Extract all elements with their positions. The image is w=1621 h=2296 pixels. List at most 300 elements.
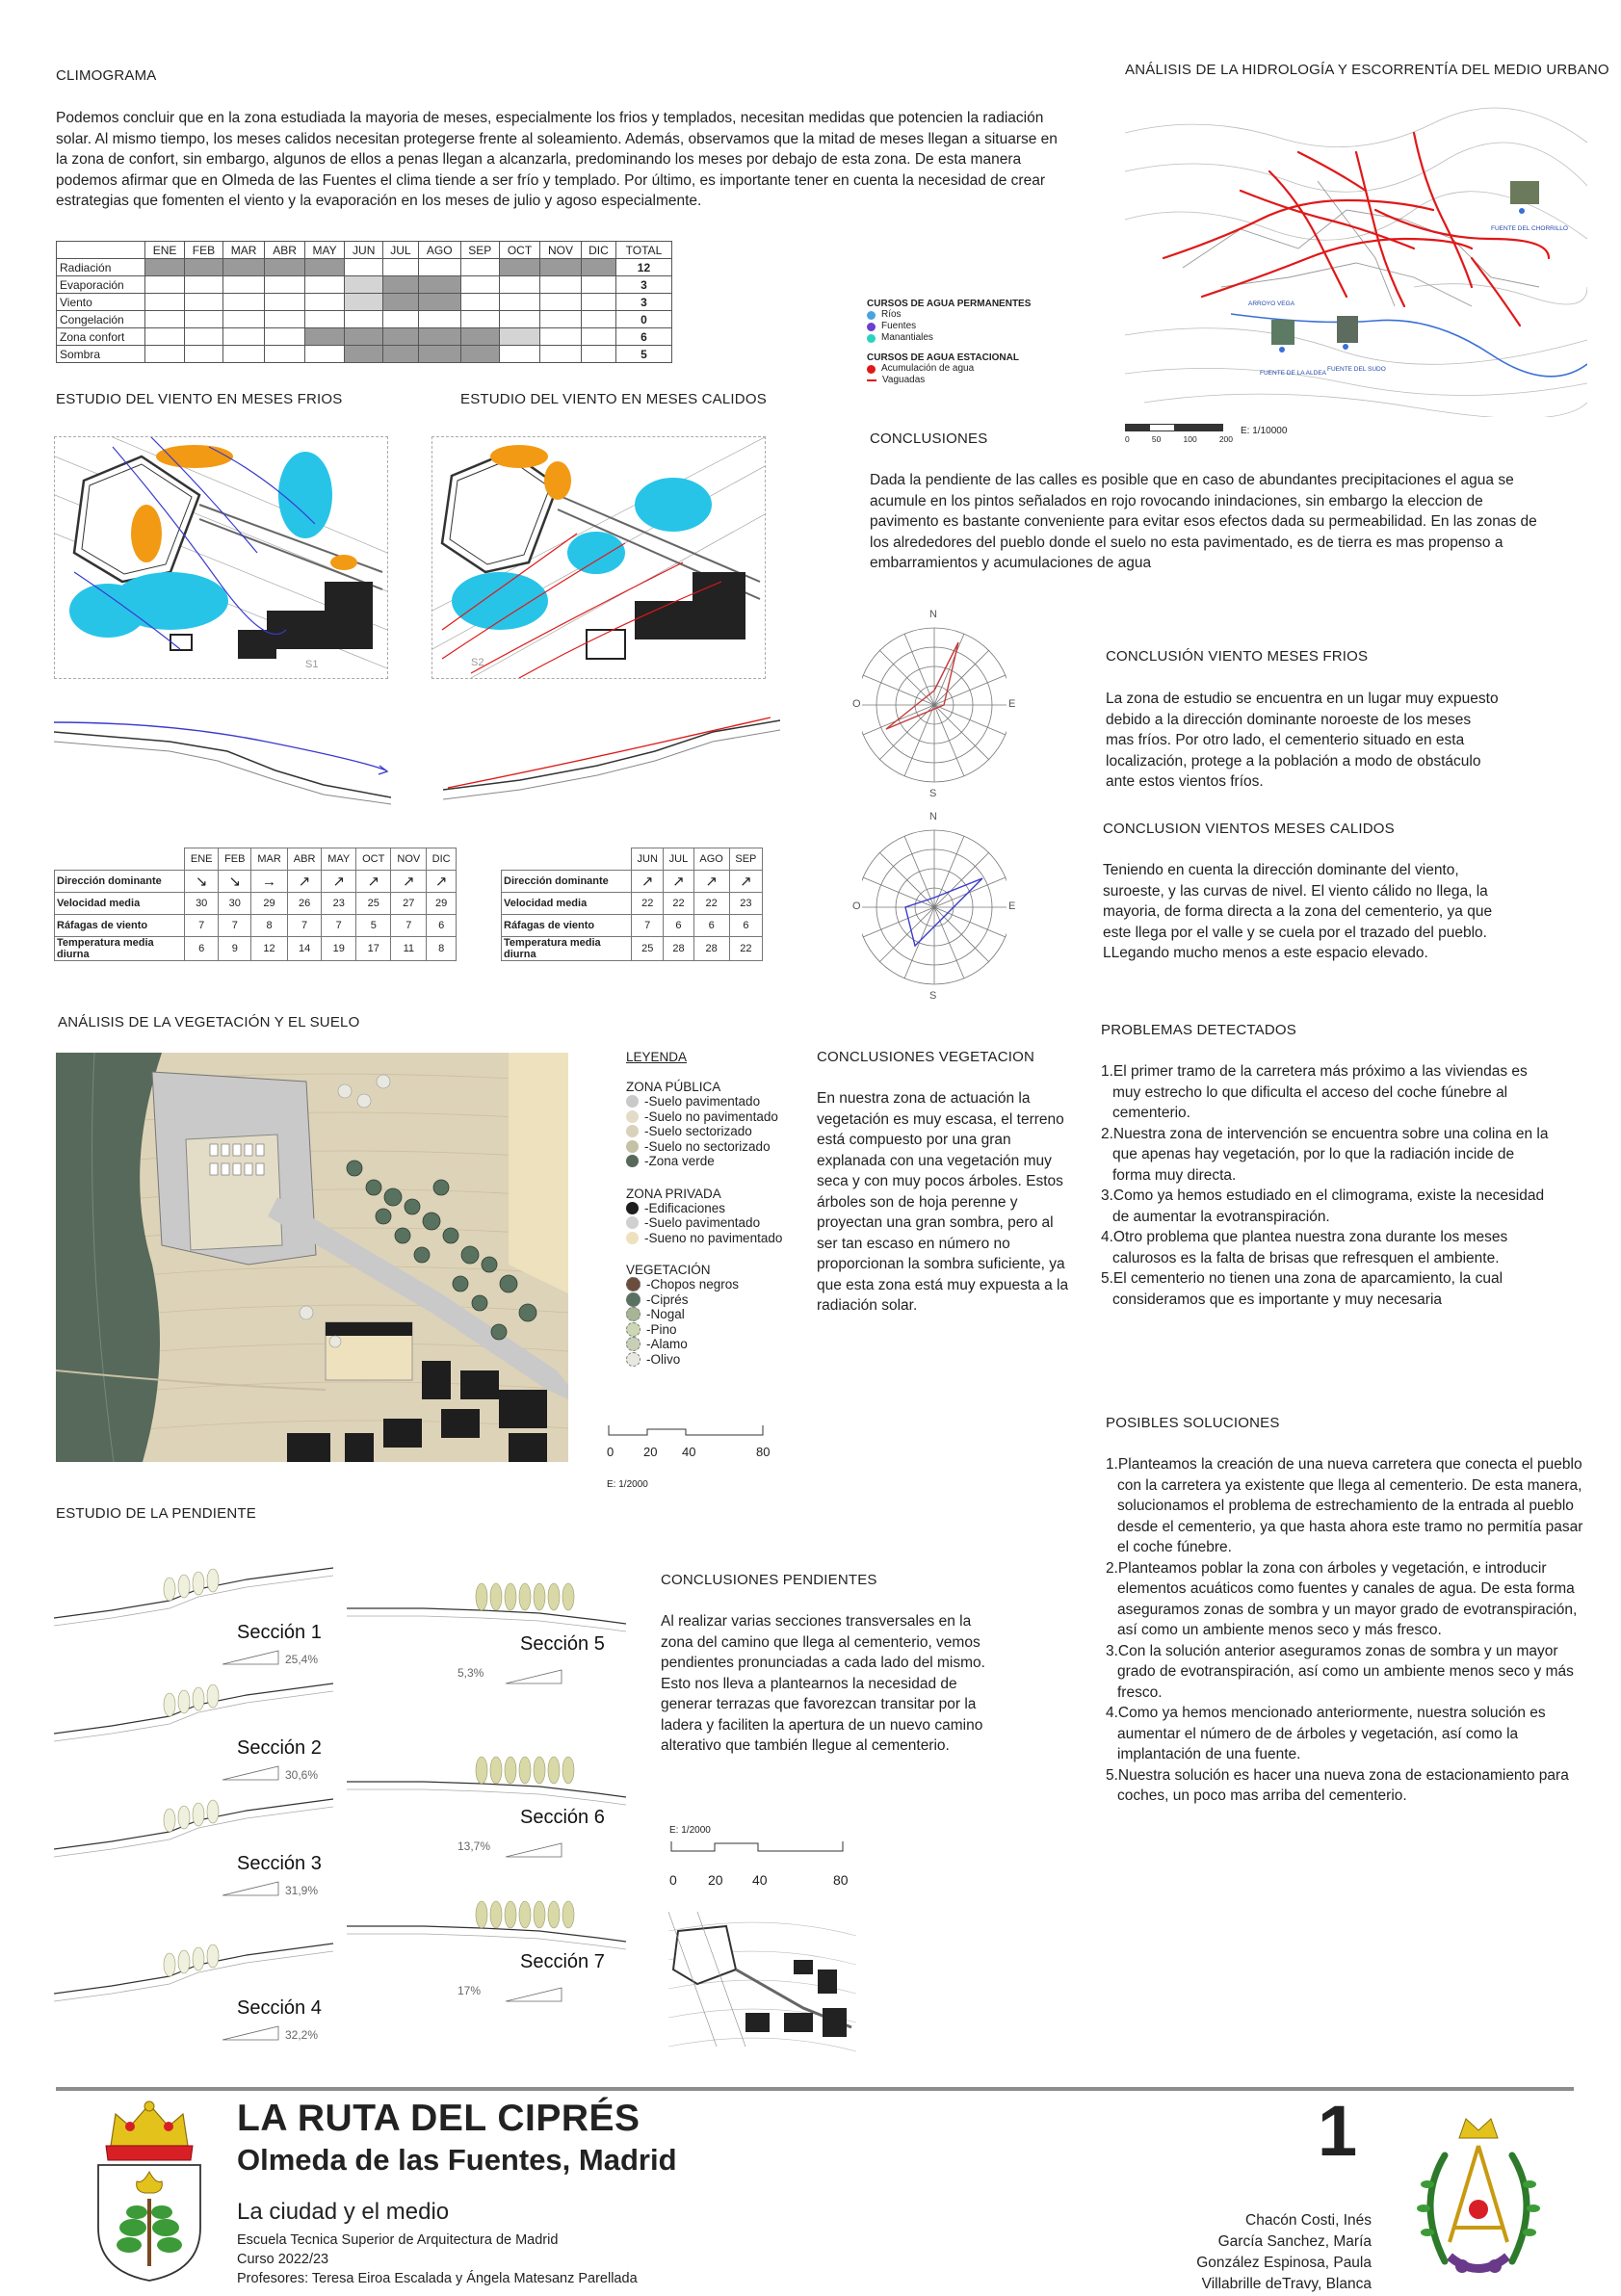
slope-sections-right <box>347 1570 626 2051</box>
tree-mark <box>164 1809 175 1832</box>
slope-triangle <box>222 1878 280 1902</box>
legend-swatch <box>626 1352 641 1367</box>
warm-cell: Velocidad media <box>502 893 632 915</box>
clim-cell <box>265 294 304 311</box>
rose-warm-o: O <box>852 900 861 912</box>
clim-cell <box>345 328 382 346</box>
legend-label: -Chopos negros <box>646 1277 740 1292</box>
legend-item <box>626 1094 819 1109</box>
tree-mark <box>178 1950 190 1973</box>
slope-section <box>347 1888 626 2003</box>
warm-cell: AGO <box>693 848 729 871</box>
clim-row <box>57 259 672 276</box>
fuentes-swatch <box>867 323 876 331</box>
s2-label: S2 <box>471 657 484 668</box>
veg-concl-title: CONCLUSIONES VEGETACION <box>817 1049 1035 1065</box>
clim-row <box>57 294 672 311</box>
clim-cell <box>304 311 345 328</box>
clim-cell <box>222 328 265 346</box>
warm-cell: 23 <box>729 893 762 915</box>
clim-total: 12 <box>615 259 671 276</box>
cold-cell: 8 <box>251 915 288 937</box>
tree-mark <box>164 1953 175 1976</box>
tree-mark <box>207 1944 219 1968</box>
clim-cell <box>418 294 460 311</box>
legend-item <box>626 1109 819 1125</box>
cold-cell: MAY <box>322 848 356 871</box>
hidro-tick-3: 200 <box>1218 434 1233 444</box>
rose-warm-s: S <box>929 990 937 1002</box>
legend-item <box>626 1215 819 1231</box>
rose-cold-n: N <box>929 609 937 620</box>
cold-cell <box>55 848 185 871</box>
slope-section <box>54 1782 333 1897</box>
clim-cell <box>499 259 539 276</box>
wind-cold-concl-title: CONCLUSIÓN VIENTO MESES FRIOS <box>1106 648 1369 665</box>
legend-perm-title: CURSOS DE AGUA PERMANENTES <box>867 299 1032 309</box>
hidro-scalebar <box>1125 424 1241 444</box>
cold-cell: 5 <box>356 915 391 937</box>
warm-cell: 28 <box>664 937 693 961</box>
cold-cell: ENE <box>185 848 219 871</box>
warm-cell: SEP <box>729 848 762 871</box>
problems-list <box>1101 1061 1554 1310</box>
clim-corner <box>57 242 145 259</box>
warm-cell: Dirección dominante <box>502 871 632 893</box>
clim-cell <box>418 259 460 276</box>
legend-swatch <box>626 1322 641 1337</box>
clim-cell <box>345 259 382 276</box>
private-zone-title: ZONA PRIVADA <box>626 1186 721 1201</box>
author-name: González Espinosa, Paula <box>1196 2255 1372 2271</box>
author-name: García Sanchez, María <box>1217 2233 1372 2250</box>
legend-acumulacion: Acumulación de agua <box>881 363 975 374</box>
veg-tick-0: 0 <box>607 1445 614 1459</box>
tree-mark <box>193 1687 204 1710</box>
clim-total: 6 <box>615 328 671 346</box>
vegetation-title: ANÁLISIS DE LA VEGETACIÓN Y EL SUELO <box>58 1014 360 1031</box>
cold-cell: 7 <box>391 915 427 937</box>
tree-mark <box>519 1583 531 1610</box>
solution-item: 3.Con la solución anterior aseguramos zonas de sombra y un mayor grado de evotranspiración, así como un ambiente menos seco y más fresco. <box>1106 1642 1574 1701</box>
slope-section <box>347 1743 626 1859</box>
municipal-coat-of-arms <box>87 2093 212 2285</box>
cold-cell: ↗ <box>322 871 356 893</box>
clim-total: 0 <box>615 311 671 328</box>
clim-cell <box>185 346 222 363</box>
section-slope-value: 30,6% <box>285 1768 319 1782</box>
legend-label: -Suelo pavimentado <box>644 1215 761 1230</box>
vegetation-legend <box>626 1050 819 1367</box>
cold-cell: 27 <box>391 893 427 915</box>
clim-row <box>57 311 672 328</box>
tree-mark <box>178 1690 190 1713</box>
s1-label: S1 <box>305 659 319 670</box>
cold-cell: 25 <box>356 893 391 915</box>
clim-cell <box>345 311 382 328</box>
legend-fuentes: Fuentes <box>881 321 917 331</box>
warm-cell <box>502 848 632 871</box>
tree-mark <box>476 1757 487 1784</box>
warm-cell: 22 <box>664 893 693 915</box>
tree-mark <box>548 1901 560 1928</box>
tree-mark <box>548 1583 560 1610</box>
wind-cold-title: ESTUDIO DEL VIENTO EN MESES FRIOS <box>56 391 343 407</box>
legend-item <box>626 1292 819 1308</box>
wind-warm-concl-title: CONCLUSION VIENTOS MESES CALIDOS <box>1103 821 1395 837</box>
legend-item <box>626 1337 819 1352</box>
cold-cell: 9 <box>219 937 251 961</box>
warm-cell: 22 <box>729 937 762 961</box>
legend-label: -Suelo pavimentado <box>644 1094 761 1109</box>
legend-manantiales: Manantiales <box>881 332 933 343</box>
cold-cell: 29 <box>251 893 288 915</box>
clim-cell <box>540 311 582 328</box>
hidro-conclusions-text: Dada la pendiente de las calles es posible que en caso de abundantes precipitaciones el agua se acumule en los pintos señalados en rojo rovocando inindaciones, sin embargo la eleccion de pavimento es bastante conveniente para evitar esos efectos dada su permeabilidad. En las zonas de los alrededores del pueblo donde el suelo no esta pavimentado, es de tierra es mas propenso a embarramientos y acumulaciones de agua <box>870 472 1537 571</box>
veg-tick-3: 80 <box>756 1445 771 1459</box>
clim-header-cell: FEB <box>185 242 222 259</box>
cold-cell: Ráfagas de viento <box>55 915 185 937</box>
tree-mark <box>562 1901 574 1928</box>
clim-cell <box>185 294 222 311</box>
legend-swatch <box>626 1155 639 1167</box>
clim-cell <box>145 294 185 311</box>
hydrology-legend <box>867 299 1088 386</box>
section-name: Sección 5 <box>520 1633 605 1655</box>
authors <box>1137 2210 1372 2295</box>
wind-warm-title: ESTUDIO DEL VIENTO EN MESES CALIDOS <box>460 391 767 407</box>
legend-label: -Pino <box>646 1321 677 1337</box>
public-zone-title: ZONA PÚBLICA <box>626 1080 721 1094</box>
warm-cell: Ráfagas de viento <box>502 915 632 937</box>
legend-swatch <box>626 1140 639 1153</box>
clim-cell <box>304 328 345 346</box>
legend-swatch <box>626 1216 639 1229</box>
cold-cell: 30 <box>185 893 219 915</box>
slope-triangle <box>506 1839 563 1864</box>
section-profile <box>54 1568 333 1618</box>
clim-cell <box>265 328 304 346</box>
section-slope-value: 17% <box>458 1984 482 1997</box>
tree-mark <box>207 1800 219 1823</box>
section-name: Sección 4 <box>237 1997 322 2019</box>
tree-mark <box>193 1803 204 1826</box>
tree-mark <box>534 1901 545 1928</box>
legend-item <box>626 1124 819 1139</box>
course-details <box>237 2231 638 2288</box>
clim-cell <box>581 259 615 276</box>
legend-swatch <box>626 1277 641 1292</box>
slope-concl-text: Al realizar varias secciones transversales en la zona del camino que llega al cementerio, vemos pendientes pronunciadas a cada lado del mismo. Esto nos lleva a plantearnos la necesidad de generar terrazas que favorezcan transitar por la ladera y faciliten la apertura de un nuevo camino alterativo que también llegue al cementerio. <box>661 1613 985 1754</box>
slope-sections-left <box>54 1551 343 2051</box>
legend-label: -Suelo sectorizado <box>644 1124 752 1138</box>
acumulacion-swatch <box>867 365 876 374</box>
clim-row-label: Zona confort <box>57 328 145 346</box>
slope-triangle <box>506 1984 563 2008</box>
clim-row-label: Viento <box>57 294 145 311</box>
school-name: Escuela Tecnica Superior de Arquitectura de Madrid <box>237 2232 559 2248</box>
clim-cell <box>222 259 265 276</box>
fuente-aldea-label: FUENTE DE LA ALDEA <box>1260 370 1326 377</box>
tree-mark <box>193 1572 204 1595</box>
clim-header-cell: NOV <box>540 242 582 259</box>
clim-cell <box>460 311 499 328</box>
legend-swatch <box>626 1202 639 1214</box>
clim-cell <box>540 259 582 276</box>
clim-cell <box>222 346 265 363</box>
clim-row <box>57 276 672 294</box>
vaguadas-swatch <box>867 379 876 381</box>
tree-mark <box>490 1757 502 1784</box>
wind-cold-section <box>54 713 391 809</box>
fuente-chorrillo-label: FUENTE DEL CHORRILLO <box>1491 225 1568 232</box>
legend-swatch <box>626 1307 641 1321</box>
clim-cell <box>304 276 345 294</box>
hidro-tick-1: 50 <box>1151 434 1162 444</box>
clim-cell <box>581 311 615 328</box>
solutions-list <box>1106 1454 1587 1807</box>
course-year: Curso 2022/23 <box>237 2252 329 2267</box>
warm-cell: JUL <box>664 848 693 871</box>
hidro-tick-0: 0 <box>1125 434 1130 444</box>
clim-cell <box>345 276 382 294</box>
clim-cell <box>499 311 539 328</box>
fuente-sudo-label: FUENTE DEL SUDO <box>1327 366 1386 373</box>
legend-item <box>626 1352 819 1368</box>
problem-item: 5.El cementerio no tienen una zona de aparcamiento, la cual consideramos que es importante y muy necesaria <box>1101 1270 1503 1308</box>
clim-cell <box>222 311 265 328</box>
cold-cell: Temperatura media diurna <box>55 937 185 961</box>
warm-cell: ↗ <box>729 871 762 893</box>
clim-cell <box>418 346 460 363</box>
rose-warm-n: N <box>929 811 937 822</box>
clim-header-cell: JUN <box>345 242 382 259</box>
cold-cell: 7 <box>287 915 321 937</box>
clim-cell <box>304 259 345 276</box>
author-name: Villabrille deTravy, Blanca <box>1201 2276 1372 2292</box>
section-slope-value: 5,3% <box>458 1666 484 1680</box>
cold-cell: 6 <box>427 915 457 937</box>
warm-cell: 25 <box>632 937 664 961</box>
clim-header-cell: JUL <box>382 242 418 259</box>
hidro-conclusions-title: CONCLUSIONES <box>870 430 988 447</box>
clim-cell <box>304 294 345 311</box>
cold-cell: 6 <box>185 937 219 961</box>
tree-mark <box>562 1583 574 1610</box>
legend-item <box>626 1277 819 1292</box>
clim-cell <box>222 276 265 294</box>
clim-row-label: Congelación <box>57 311 145 328</box>
tree-mark <box>490 1583 502 1610</box>
problem-item: 1.El primer tramo de la carretera más próximo a las viviendas es muy estrecho lo que dificulta el acceso del coche fúnebre al cementerio. <box>1101 1063 1528 1121</box>
legend-item <box>626 1231 819 1246</box>
wind-warm-table <box>501 848 763 961</box>
project-subtitle: Olmeda de las Fuentes, Madrid <box>237 2143 677 2177</box>
clim-cell <box>499 328 539 346</box>
tree-mark <box>562 1757 574 1784</box>
cold-cell: 29 <box>427 893 457 915</box>
section-name: Sección 6 <box>520 1807 605 1828</box>
wind-cold-map <box>54 436 388 679</box>
clim-cell <box>185 259 222 276</box>
legend-label: -Alamo <box>646 1337 688 1351</box>
slope-triangle <box>222 2022 280 2047</box>
clim-cell <box>499 346 539 363</box>
cold-cell: 23 <box>322 893 356 915</box>
warm-cell: ↗ <box>632 871 664 893</box>
cold-cell: ↗ <box>287 871 321 893</box>
clim-cell <box>265 311 304 328</box>
section-name: Sección 3 <box>237 1853 322 1874</box>
legend-rios: Ríos <box>881 309 902 320</box>
section-slope-value: 25,4% <box>285 1653 319 1666</box>
warm-cell: 22 <box>632 893 664 915</box>
clim-header-cell: SEP <box>460 242 499 259</box>
problem-item: 4.Otro problema que plantea nuestra zona durante los meses calurosos es la falta de brisas que refresquen el ambiente. <box>1101 1229 1508 1266</box>
clim-cell <box>581 294 615 311</box>
tree-mark <box>178 1806 190 1829</box>
school-emblem <box>1406 2117 1551 2285</box>
clim-cell <box>540 346 582 363</box>
clim-cell <box>222 294 265 311</box>
clim-row <box>57 328 672 346</box>
clim-cell <box>345 294 382 311</box>
legend-swatch <box>626 1095 639 1108</box>
rios-swatch <box>867 311 876 320</box>
clim-cell <box>185 311 222 328</box>
sheet-number: 1 <box>1318 2091 1358 2171</box>
legend-label: -Nogal <box>646 1307 685 1321</box>
professors: Profesores: Teresa Eiroa Escalada y Ángela Matesanz Parellada <box>237 2271 638 2286</box>
clim-header-cell: DIC <box>581 242 615 259</box>
clim-cell <box>540 328 582 346</box>
clim-cell <box>418 276 460 294</box>
vegetation-map <box>56 1053 568 1462</box>
clim-cell <box>265 346 304 363</box>
clim-cell <box>145 259 185 276</box>
tree-mark <box>534 1583 545 1610</box>
tree-mark <box>505 1583 516 1610</box>
rose-cold-e: E <box>1008 698 1016 710</box>
hidro-scale: E: 1/10000 <box>1241 426 1288 436</box>
legend-swatch <box>626 1232 639 1244</box>
legend-swatch <box>626 1337 641 1351</box>
legend-swatch <box>626 1125 639 1137</box>
wind-rose-warm <box>852 811 1016 1004</box>
slope-section <box>54 1551 333 1666</box>
section-name: Sección 2 <box>237 1737 322 1759</box>
veg-types-title: VEGETACIÓN <box>626 1263 711 1277</box>
veg-scalebar <box>607 1423 780 1490</box>
veg-legend-title: LEYENDA <box>626 1050 688 1064</box>
cold-cell: ↗ <box>391 871 427 893</box>
cold-cell: ↘ <box>185 871 219 893</box>
clim-header-cell: MAY <box>304 242 345 259</box>
legend-item <box>626 1154 819 1169</box>
tree-mark <box>178 1575 190 1598</box>
legend-label: -Sueno no pavimentado <box>644 1230 783 1245</box>
clim-cell <box>418 311 460 328</box>
slope-section <box>54 1666 333 1782</box>
clim-cell <box>145 346 185 363</box>
rose-cold-o: O <box>852 698 861 710</box>
clim-cell <box>460 276 499 294</box>
tree-mark <box>164 1578 175 1601</box>
section-name: Sección 1 <box>237 1622 322 1643</box>
cold-cell: 11 <box>391 937 427 961</box>
hidro-tick-2: 100 <box>1183 434 1197 444</box>
legend-item <box>626 1307 819 1322</box>
clim-row <box>57 346 672 363</box>
tree-mark <box>476 1901 487 1928</box>
clim-cell <box>460 259 499 276</box>
clim-cell <box>145 276 185 294</box>
legend-label: -Zona verde <box>644 1154 715 1168</box>
manantiales-swatch <box>867 334 876 343</box>
clim-cell <box>382 346 418 363</box>
clim-cell <box>304 346 345 363</box>
clim-cell <box>145 311 185 328</box>
tree-mark <box>519 1901 531 1928</box>
clim-cell <box>460 294 499 311</box>
cold-cell: 7 <box>185 915 219 937</box>
clim-cell <box>382 276 418 294</box>
solution-item: 1.Planteamos la creación de una nueva carretera que conecta el pueblo con la carretera ya existente que llega al cementerio. De esta manera, solucionamos el problema de estrechamiento de la entrada al pueblo desde el cementerio, ya que hasta ahora este tramo no permitía pasar el coche fúnebre. <box>1106 1456 1583 1555</box>
cold-cell: ↘ <box>219 871 251 893</box>
clim-header-cell: TOTAL <box>615 242 671 259</box>
legend-label: -Olivo <box>646 1351 681 1367</box>
clim-cell <box>145 328 185 346</box>
clim-cell <box>345 346 382 363</box>
veg-scale: E: 1/2000 <box>607 1479 648 1490</box>
wind-cold-concl-text: La zona de estudio se encuentra en un lugar muy expuesto debido a la dirección dominante noroeste de los meses mas fríos. Por otro lado, el cementerio situado en esta localización, protege a la población a modo de obstáculo ante estos vientos fríos. <box>1106 691 1499 790</box>
clim-cell <box>540 276 582 294</box>
clim-cell <box>581 328 615 346</box>
solutions-title: POSIBLES SOLUCIONES <box>1106 1415 1280 1431</box>
warm-cell: ↗ <box>664 871 693 893</box>
slope-tick-0: 0 <box>669 1872 677 1888</box>
clim-header-cell: MAR <box>222 242 265 259</box>
wind-warm-section <box>443 713 780 809</box>
cold-cell: → <box>251 871 288 893</box>
slope-triangle <box>506 1666 563 1690</box>
tree-mark <box>505 1901 516 1928</box>
problem-item: 2.Nuestra zona de intervención se encuentra sobre una colina en la que apenas hay vegetación, por lo que la radiación incide de forma muy directa. <box>1101 1125 1549 1184</box>
solution-item: 5.Nuestra solución es hacer una nueva zona de estacionamiento para coches, un poco mas arriba del cementerio. <box>1106 1766 1569 1804</box>
legend-label: -Suelo no sectorizado <box>644 1138 771 1154</box>
wind-cold-table <box>54 848 457 961</box>
legend-label: -Edificaciones <box>644 1200 726 1215</box>
section-slope-value: 13,7% <box>458 1839 491 1853</box>
clim-header-cell: AGO <box>418 242 460 259</box>
cold-cell: FEB <box>219 848 251 871</box>
slope-concl-title: CONCLUSIONES PENDIENTES <box>661 1572 877 1588</box>
clim-total: 5 <box>615 346 671 363</box>
tree-mark <box>548 1757 560 1784</box>
legend-label: -Suelo no pavimentado <box>644 1109 778 1124</box>
warm-cell: ↗ <box>693 871 729 893</box>
cold-cell: DIC <box>427 848 457 871</box>
clim-header-cell: OCT <box>499 242 539 259</box>
slope-key-map <box>668 1912 856 2056</box>
slope-tick-2: 40 <box>752 1872 768 1888</box>
clim-cell <box>540 294 582 311</box>
climograma-text: Podemos concluir que en la zona estudiada la mayoria de meses, especialmente los frios y templados, necesitan medidas que potencien la radiación solar. Al mismo tiempo, los meses calidos necesitan protegerse frente al soleamiento. Además, observamos que la mitad de meses llegan a situarse en la zona de confort, sin embargo, algunos de ellos a penas llegan a alcanzarla, predominando los meses por debajo de esta zona. De esta manera podemos afirmar que en Olmeda de las Fuentes el clima tiende a ser frío y templado. Por último, es importante tener en cuenta la necesidad de crear estrategias que fomenten el viento y la evaporación en los meses de julio y agoso especialmente. <box>56 110 1058 209</box>
tree-mark <box>193 1947 204 1970</box>
clim-cell <box>382 328 418 346</box>
cold-cell: 17 <box>356 937 391 961</box>
veg-tick-2: 40 <box>682 1445 696 1459</box>
